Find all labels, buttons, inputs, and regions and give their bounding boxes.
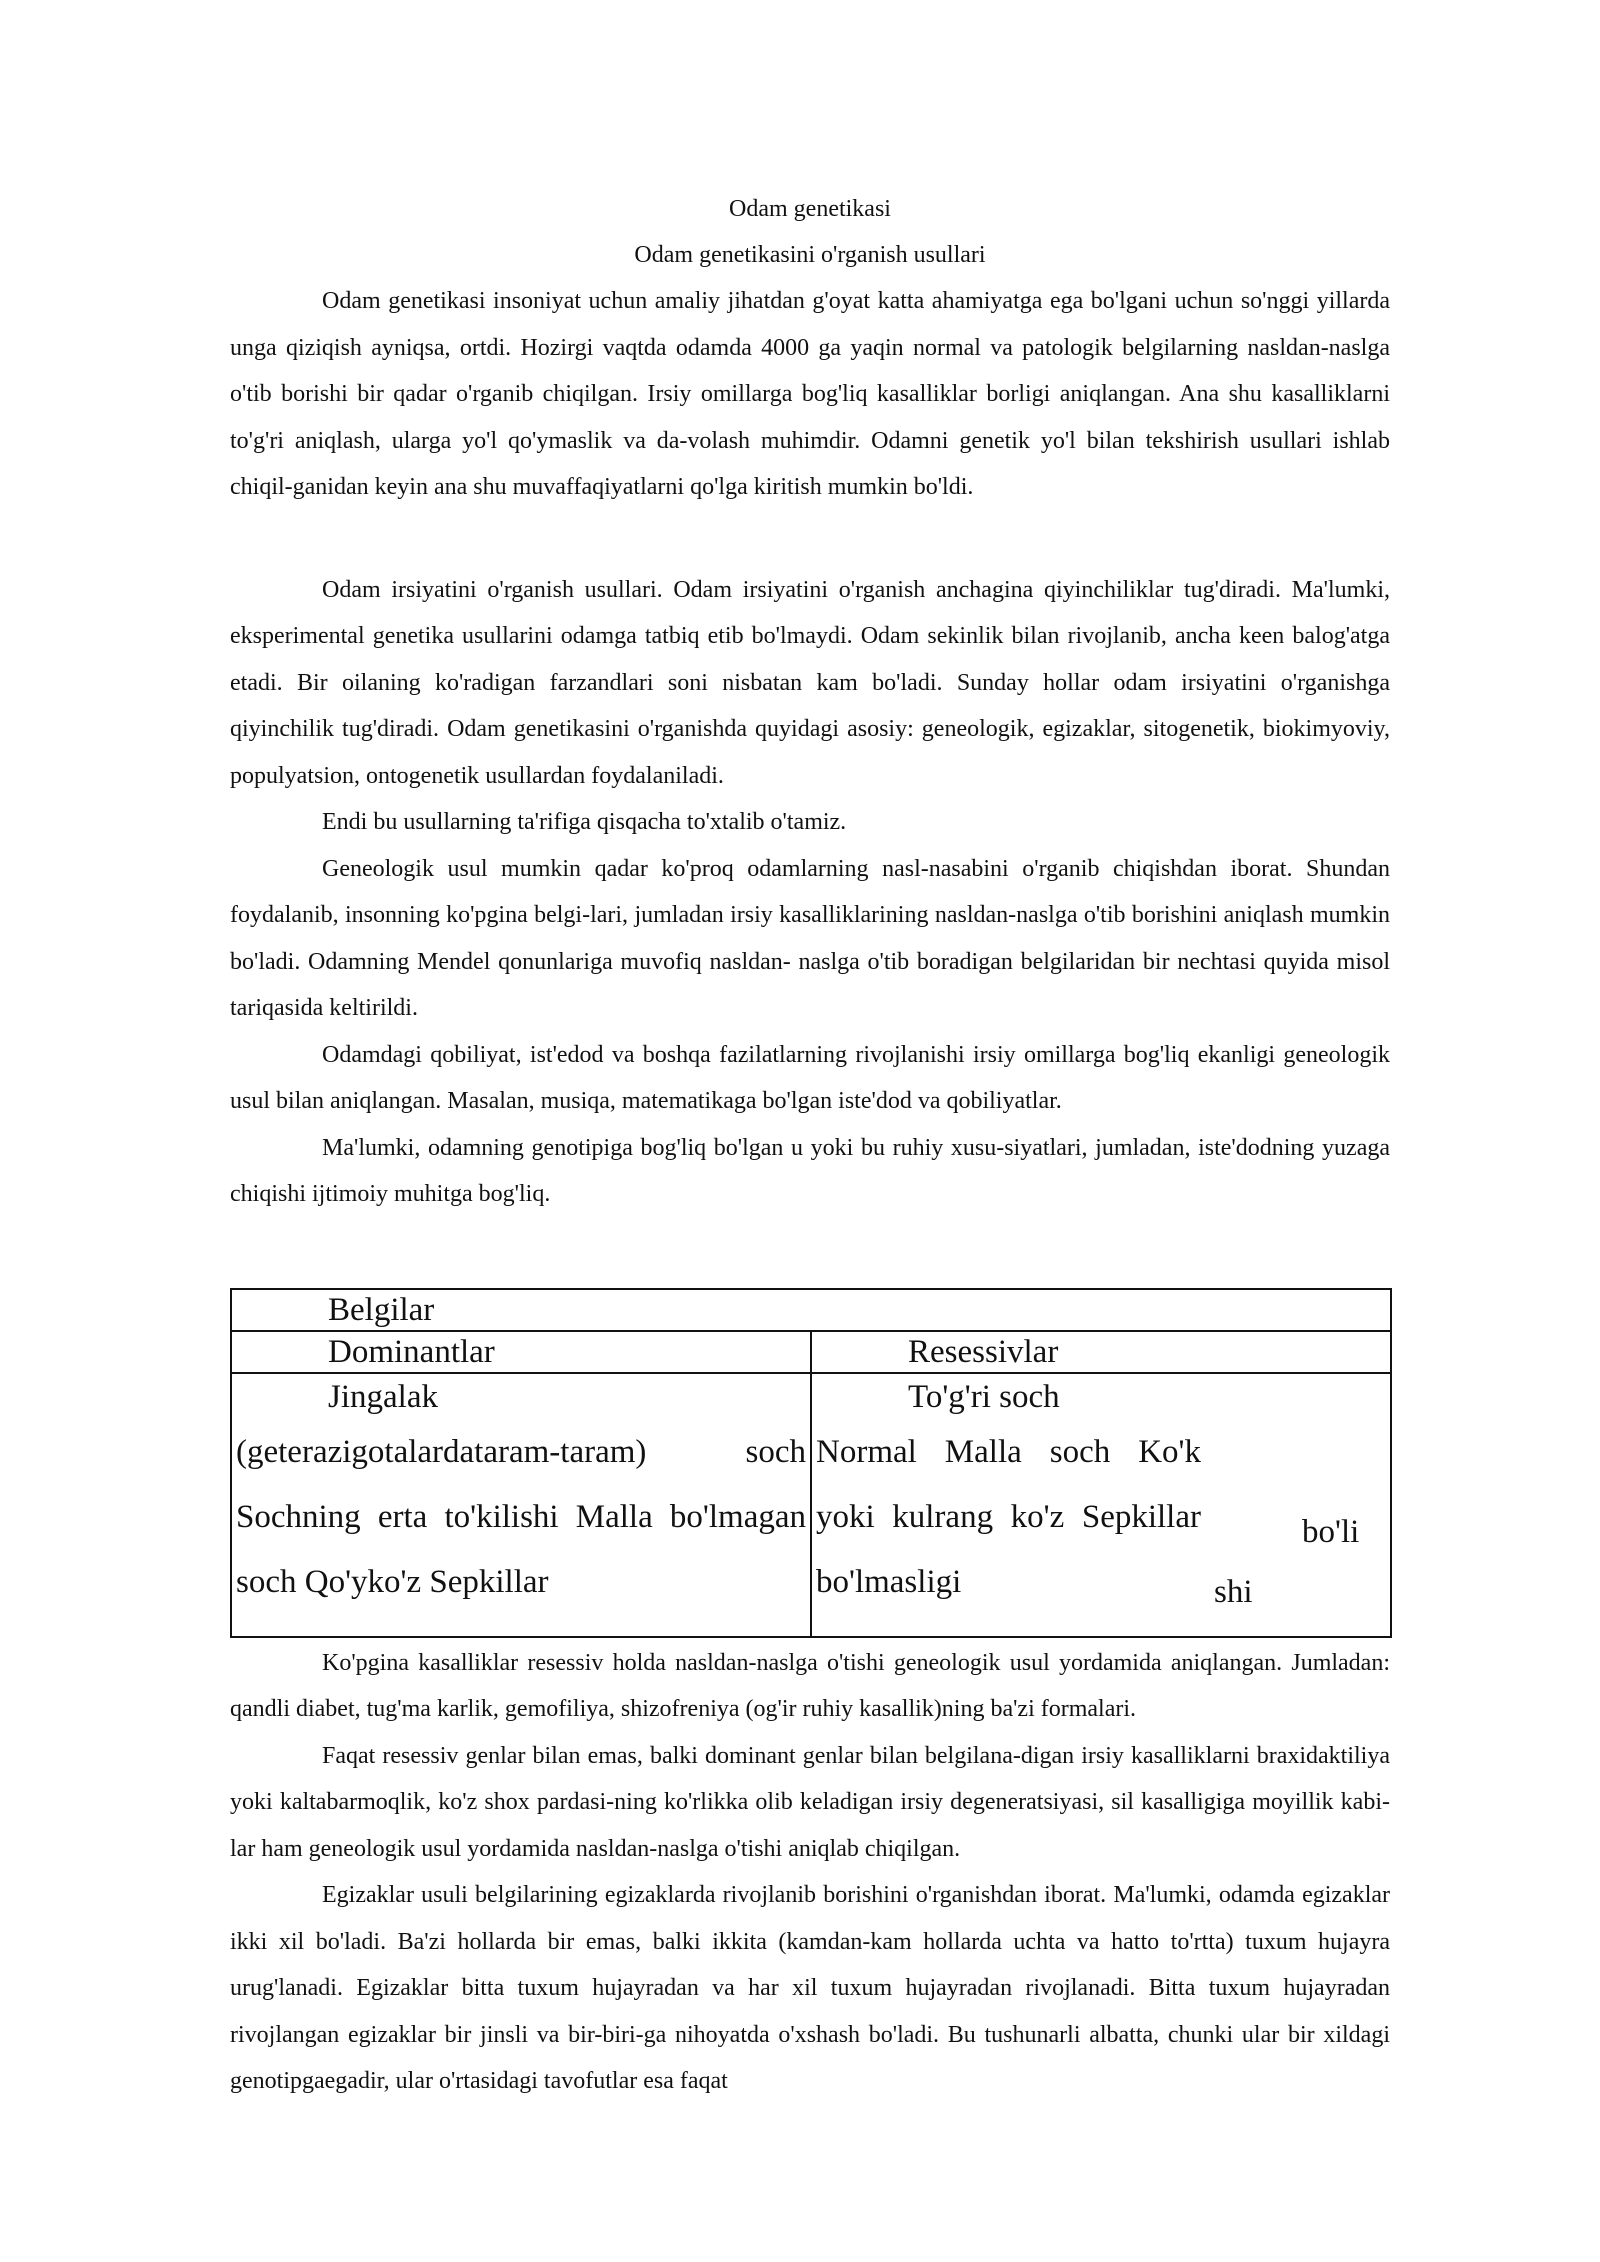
traits-table (230, 1288, 1392, 1638)
paragraph-8: Faqat resessiv genlar bilan emas, balki dominant genlar bilan belgilana-digan irsiy kasalliklarni braxidaktiliya yoki kaltabarmoqlik, ko'z shox pardasi-ning ko'rlikka olib keladigan irsiy degeneratsiyasi, sil kasalligiga moyillik kabi-lar ham geneologik usul yordamida nasldan-naslga o'tishi aniqlab chiqilgan. (230, 1742, 1390, 1862)
paragraph-4: Geneologik usul mumkin qadar ko'proq odamlarning nasl-nasabini o'rganib chiqishdan iborat. Shundan foydalanib, insonning ko'pgina belgi-lari, jumladan irsiy kasalliklarining nasldan-naslga o'tib borishini aniqlash mumkin bo'ladi. Odamning Mendel qonunlariga muvofiq nasldan- naslga o'tib boradigan belgilaridan bir nechtasi quyida misol tariqasida keltirildi. (230, 855, 1390, 1021)
recessive-extra-text-2: shi (1214, 1573, 1253, 1610)
column-header-dominant (231, 1331, 811, 1373)
document-title: Odam genetikasi (729, 196, 891, 222)
document-page (230, 0, 1390, 2105)
paragraph-1: Odam genetikasi insoniyat uchun amaliy jihatdan g'oyat katta ahamiyatga ega bo'lgani uchun so'nggi yillarda unga qiziqish ayniqsa, ortdi. Hozirgi vaqtda odamda 4000 ga yaqin normal va patologik belgilarning nasldan-naslga o'tib borishi bir qadar o'rganib chiqilgan. Irsiy omillarga bog'liq kasalliklar borligi aniqlangan. Ana shu kasalliklarni to'g'ri aniqlash, ularga yo'l qo'ymaslik va da-volash muhimdir. Odamni genetik yo'l bilan tekshirish usullari ishlab chiqil-ganidan keyin ana shu muvaffaqiyatlarni qo'lga kiritish mumkin bo'ldi. (230, 288, 1390, 500)
document-subtitle: Odam genetikasini o'rganish usullari (634, 242, 986, 268)
table-header: Belgilar (328, 1291, 435, 1328)
recessive-first-trait: To'g'ri soch (908, 1378, 1060, 1415)
recessive-traits-cell (811, 1373, 1391, 1637)
dominant-traits-text: (geterazigotalardataram-taram) soch Sochning erta to'kilishi Malla bo'lmagan soch Qo'yko'z Sepkillar (236, 1433, 806, 1600)
column-label-dominant: Dominantlar (328, 1333, 495, 1370)
recessive-traits-text: Normal Malla soch Ko'k yoki kulrang ko'z Sepkillar bo'lmasligi (816, 1433, 1201, 1600)
paragraph-3: Endi bu usullarning ta'rifiga qisqacha to'xtalib o'tamiz. (322, 809, 847, 835)
paragraph-7: Ko'pgina kasalliklar resessiv holda nasldan-naslga o'tishi geneologik usul yordamida aniqlangan. Jumladan: qandli diabet, tug'ma karlik, gemofiliya, shizofreniya (og'ir ruhiy kasallik)ning ba'zi formalari. (230, 1649, 1390, 1722)
paragraph-5: Odamdagi qobiliyat, ist'edod va boshqa fazilatlarning rivojlanishi irsiy omillarga bog'liq ekanligi geneologik usul bilan aniqlangan. Masalan, musiqa, matematikaga bo'lgan iste'dod va qobiliyatlar. (230, 1041, 1390, 1114)
table-header-cell (231, 1289, 1391, 1331)
paragraph-2: Odam irsiyatini o'rganish usullari. Odam irsiyatini o'rganish anchagina qiyinchiliklar tug'diradi. Ma'lumki, eksperimental genetika usullarini odamga tatbiq etib bo'lmaydi. Odam sekinlik bilan rivojlanib, ancha keen balog'atga etadi. Bir oilaning ko'radigan farzandlari soni nisbatan kam bo'ladi. Sunday hollar odam irsiyatini o'rganishga qiyinchilik tug'diradi. Odam genetikasini o'rganishda quyidagi asosiy: geneologik, egizaklar, sitogenetik, biokimyoviy, populyatsion, ontogenetik usullardan foydalaniladi. (230, 576, 1390, 789)
column-label-recessive: Resessivlar (908, 1333, 1059, 1370)
paragraph-6: Ma'lumki, odamning genotipiga bog'liq bo'lgan u yoki bu ruhiy xusu-siyatlari, jumladan, iste'dodning yuzaga chiqishi ijtimoiy muhitga bog'liq. (230, 1134, 1390, 1207)
recessive-extra-text-1: bo'li (1302, 1513, 1360, 1550)
paragraph-9: Egizaklar usuli belgilarining egizaklarda rivojlanib borishini o'rganishdan iborat. Ma'lumki, odamda egizaklar ikki xil bo'ladi. Ba'zi hollarda bir emas, balki ikkita (kamdan-kam hollarda uchta va hatto to'rtta) tuxum hujayra urug'lanadi. Egizaklar bitta tuxum hujayradan va har xil tuxum hujayradan rivojlanadi. Bitta tuxum hujayradan rivojlangan egizaklar bir jinsli va bir-biri-ga nihoyatda o'xshash bo'ladi. Bu tushunarli albatta, chunki ular bir xildagi genotipgaegadir, ular o'rtasidagi tavofutlar esa faqat (230, 1882, 1390, 2094)
spacer (230, 511, 1390, 567)
dominant-first-trait: Jingalak (328, 1378, 438, 1415)
spacer (230, 1218, 1390, 1288)
column-header-recessive (811, 1331, 1391, 1373)
dominant-traits-cell (231, 1373, 811, 1637)
